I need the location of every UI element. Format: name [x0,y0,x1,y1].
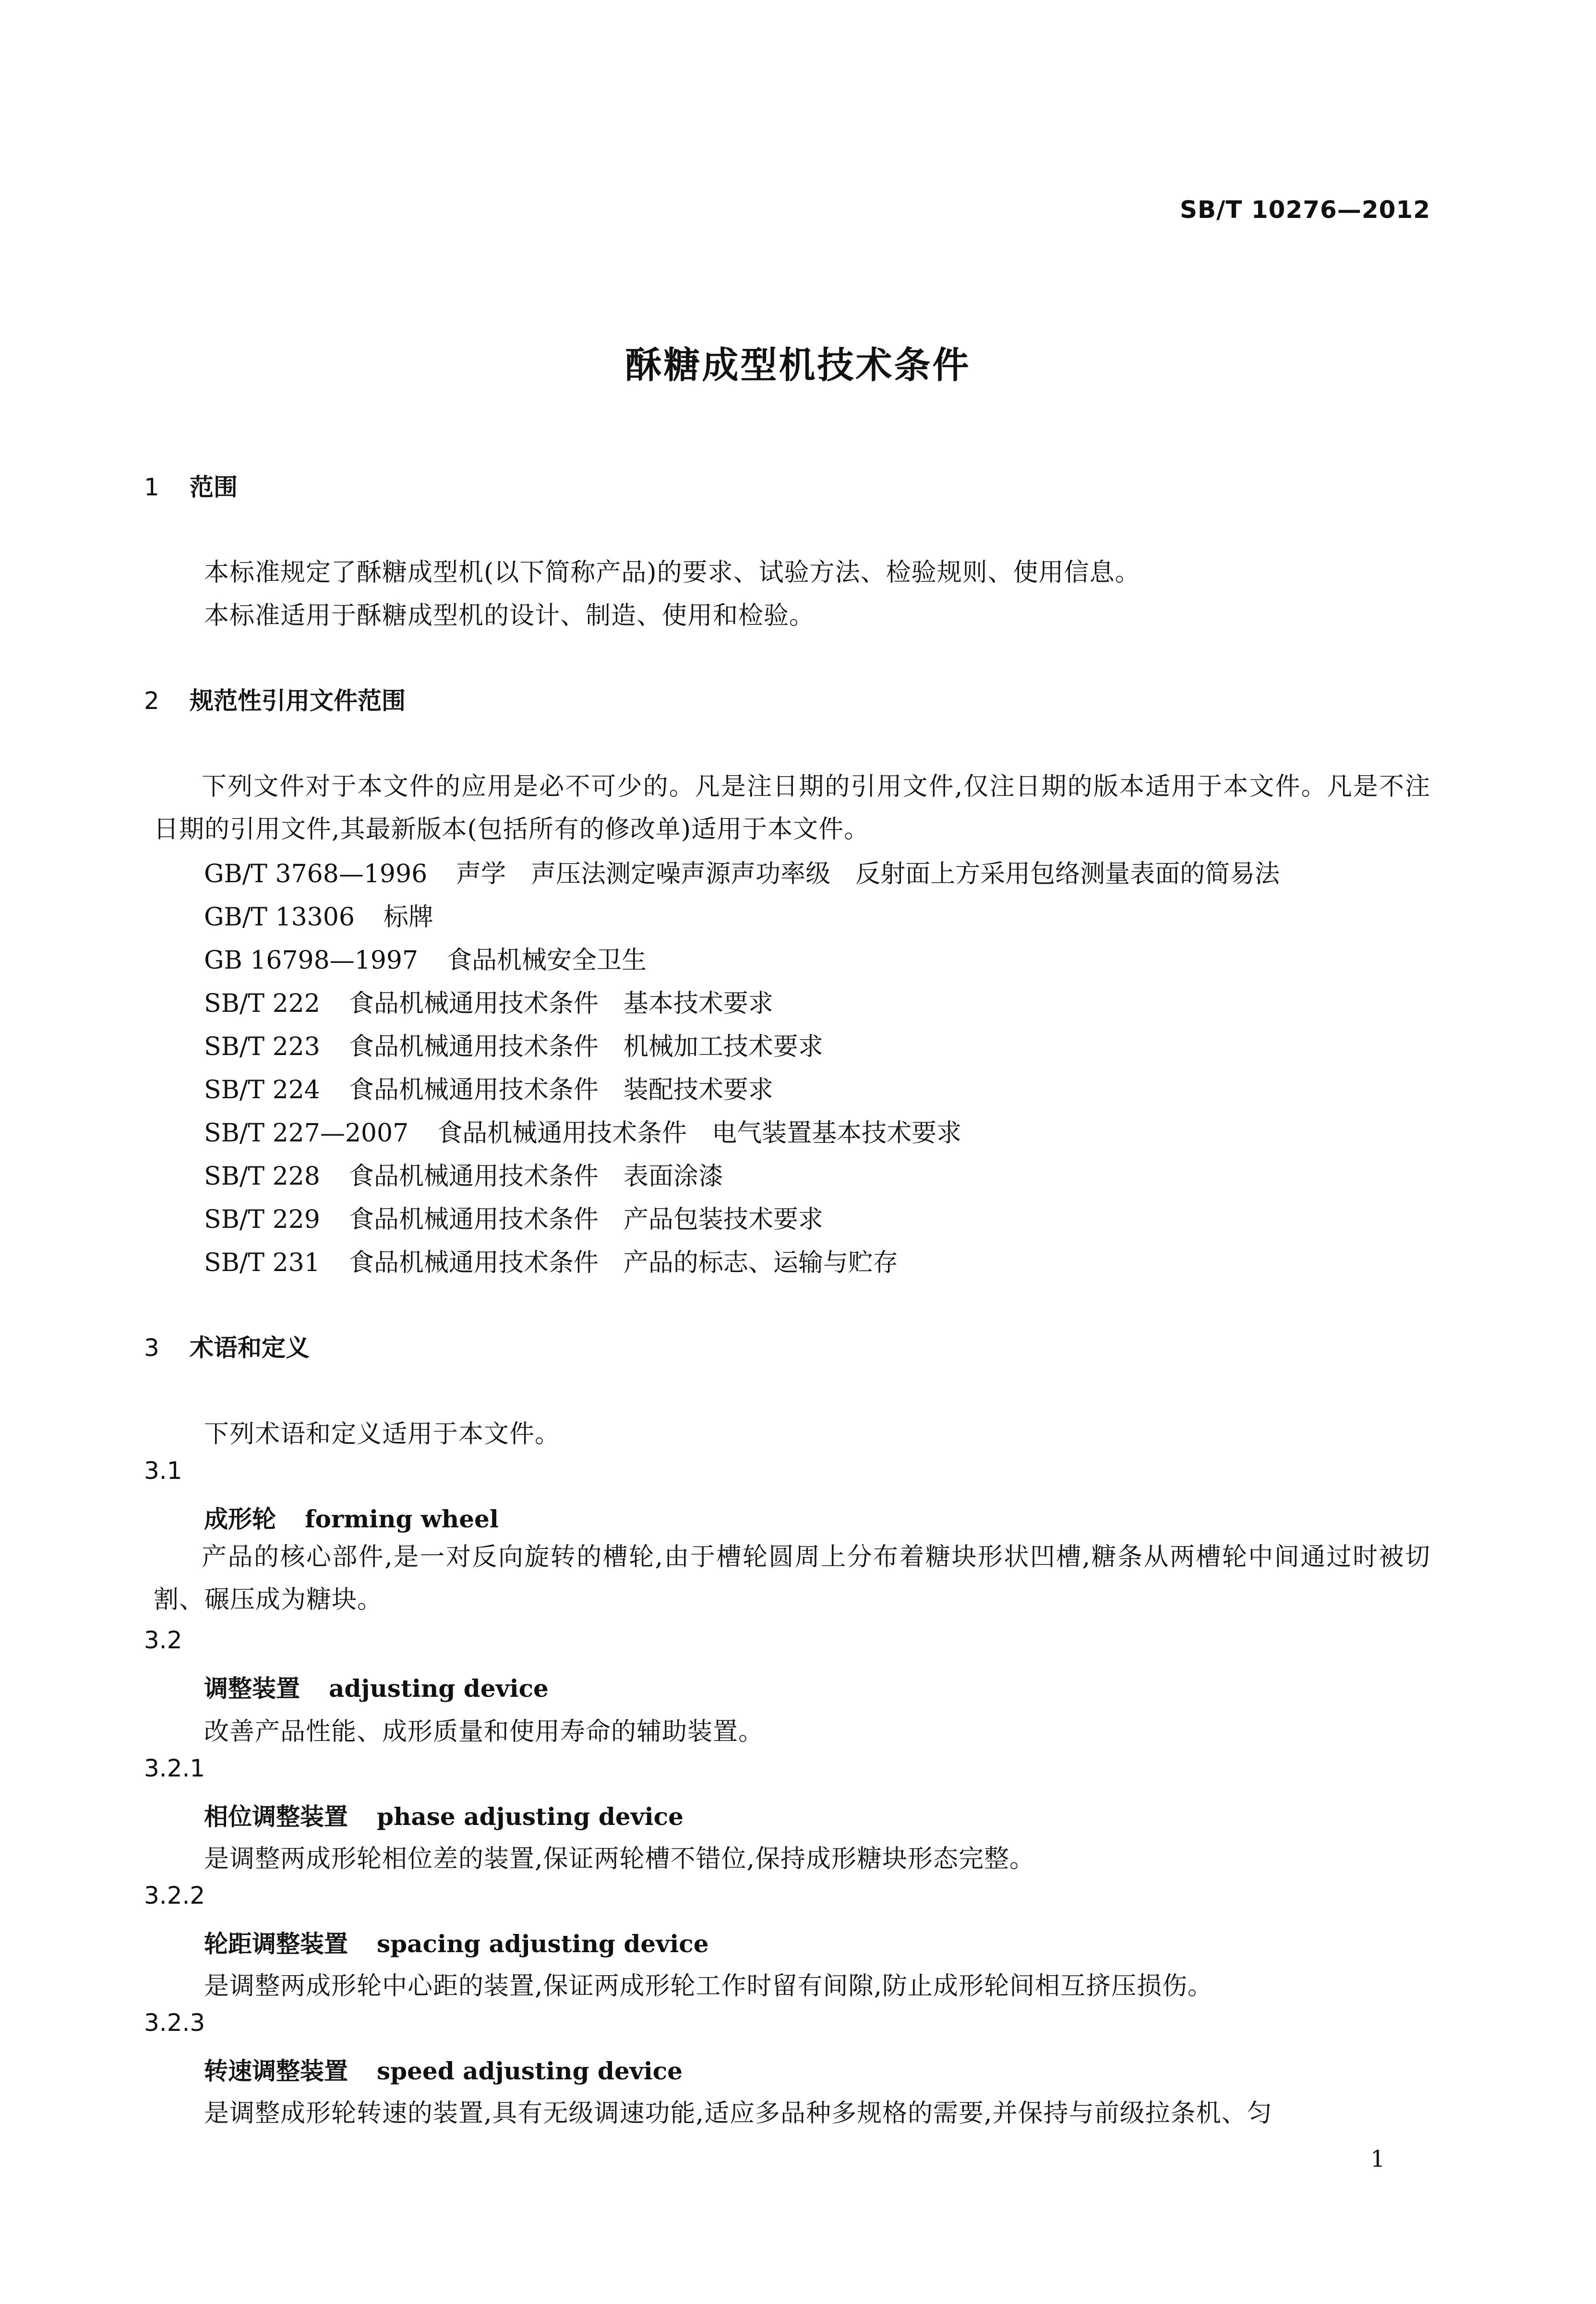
reference-title: 食品机械通用技术条件 电气装置基本技术要求 [437,1119,962,1148]
term-en: speed adjusting device [377,2057,683,2085]
reference-code: GB/T 3768—1996 [204,860,428,888]
reference-title: 食品机械通用技术条件 装配技术要求 [348,1076,773,1104]
reference-item [204,853,1280,889]
reference-title: 食品机械通用技术条件 基本技术要求 [348,989,773,1018]
reference-item [204,1242,898,1278]
reference-code: SB/T 231 [204,1248,320,1277]
section-title: 范围 [190,473,238,501]
reference-title: 声学 声压法测定噪声源声功率级 反射面上方采用包络测量表面的简易法 [456,860,1280,888]
term-heading [204,2052,683,2087]
reference-item [204,1199,823,1235]
reference-title: 食品机械通用技术条件 产品包装技术要求 [348,1205,823,1234]
reference-code: SB/T 222 [204,989,320,1018]
reference-code: SB/T 227—2007 [204,1119,409,1148]
term-cn: 转速调整装置 [204,2057,348,2085]
reference-code: GB/T 13306 [204,903,355,932]
section-number: 2 [144,687,159,715]
term-heading [204,1669,549,1704]
clause-number: 3.2.2 [144,1882,205,1909]
section-title: 术语和定义 [190,1334,310,1362]
section-number: 3 [144,1334,159,1362]
reference-item [204,940,647,976]
section-number: 1 [144,473,159,501]
reference-item [204,1026,823,1062]
paragraph: 本标准规定了酥糖成型机(以下简称产品)的要求、试验方法、检验规则、使用信息。 [204,558,1140,587]
term-cn: 相位调整装置 [204,1803,348,1831]
term-en: phase adjusting device [377,1802,684,1831]
reference-title: 食品机械通用技术条件 机械加工技术要求 [348,1032,823,1061]
paragraph: 本标准适用于酥糖成型机的设计、制造、使用和检验。 [204,601,815,630]
term-definition: 是调整两成形轮中心距的装置,保证两成形轮工作时留有间隙,防止成形轮间相互挤压损伤。 [204,1972,1213,2001]
term-en: adjusting device [329,1674,549,1703]
term-en: spacing adjusting device [377,1930,709,1958]
section-3-intro: 下列术语和定义适用于本文件。 [204,1420,561,1449]
standard-number: SB/T 10276—2012 [1179,196,1430,224]
term-cn: 轮距调整装置 [204,1930,348,1958]
reference-item [204,1069,773,1105]
reference-title: 食品机械通用技术条件 产品的标志、运输与贮存 [348,1248,898,1277]
term-definition: 是调整成形轮转速的装置,具有无级调速功能,适应多品种多规格的需要,并保持与前级拉条机、匀 [204,2099,1272,2128]
clause-number: 3.2.1 [144,1754,205,1782]
reference-code: GB 16798—1997 [204,946,419,975]
reference-title: 标牌 [383,903,433,932]
section-2-heading [144,682,406,716]
reference-title: 食品机械通用技术条件 表面涂漆 [348,1162,723,1191]
page-number: 1 [1370,2146,1385,2172]
reference-code: SB/T 223 [204,1032,320,1061]
clause-number: 3.1 [144,1457,182,1485]
term-definition: 是调整两成形轮相位差的装置,保证两轮槽不错位,保持成形糖块形态完整。 [204,1845,1035,1873]
reference-item [204,1113,961,1149]
term-cn: 调整装置 [204,1675,300,1703]
reference-code: SB/T 229 [204,1205,320,1234]
reference-item [204,1156,723,1192]
reference-title: 食品机械安全卫生 [447,946,647,975]
term-definition: 产品的核心部件,是一对反向旋转的槽轮,由于槽轮圆周上分布着糖块形状凹槽,糖条从两槽轮中间通过时被切割、碾压成为糖块。 [154,1543,1430,1614]
document-title: 酥糖成型机技术条件 [625,344,971,386]
reference-item [204,983,773,1019]
term-definition: 改善产品性能、成形质量和使用寿命的辅助装置。 [204,1717,764,1746]
section-2-intro: 下列文件对于本文件的应用是必不可少的。凡是注日期的引用文件,仅注日期的版本适用于本文件。凡是不注日期的引用文件,其最新版本(包括所有的修改单)适用于本文件。 [154,772,1430,844]
section-title: 规范性引用文件范围 [190,687,406,715]
term-cn: 成形轮 [204,1505,276,1533]
term-heading [204,1500,499,1535]
term-heading [204,1925,709,1959]
term-heading [204,1798,684,1832]
clause-number: 3.2.3 [144,2009,205,2037]
reference-code: SB/T 228 [204,1162,320,1191]
section-1-heading [144,468,238,503]
term-en: forming wheel [305,1505,499,1533]
reference-item [204,897,433,933]
clause-number: 3.2 [144,1626,182,1654]
reference-code: SB/T 224 [204,1076,320,1104]
section-3-heading [144,1329,310,1363]
